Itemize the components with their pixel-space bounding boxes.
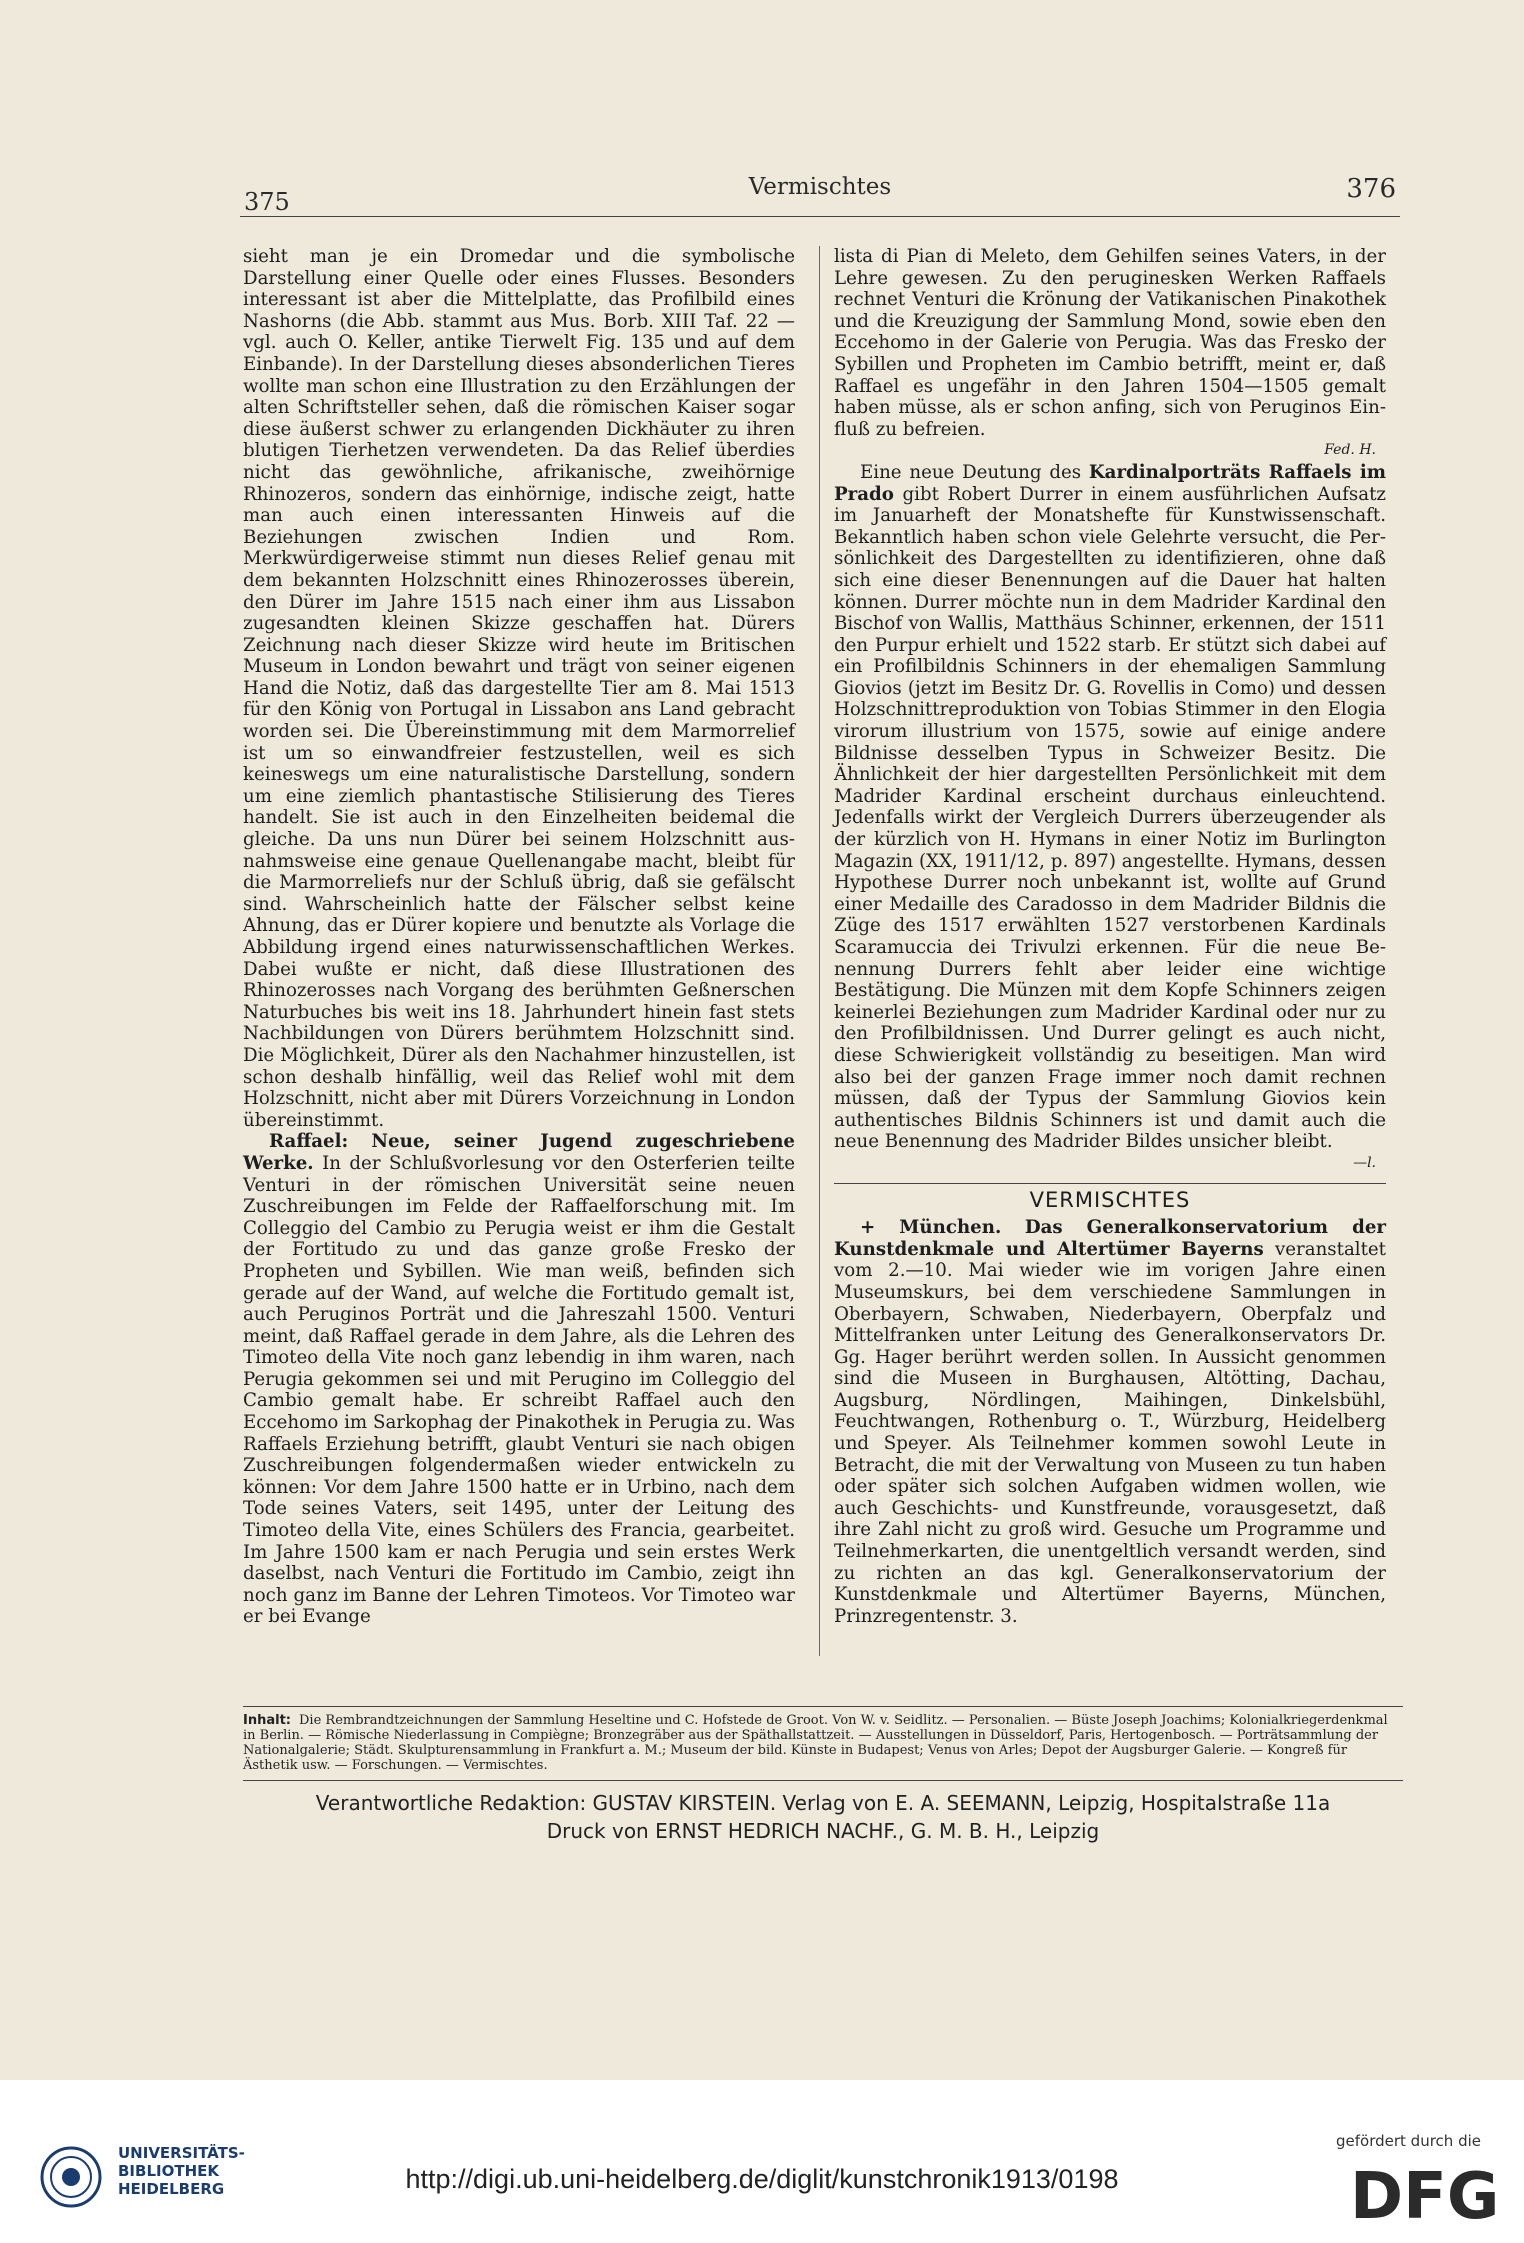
library-line-1: UNIVERSITÄTS- [118, 2144, 245, 2162]
imprint-line-1: Verantwortliche Redaktion: GUSTAV KIRSTEIN. Verlag von E. A. SEEMANN, Leipzig, Hospitalstraße 11a [315, 1791, 1331, 1815]
right-column [834, 246, 1386, 1656]
page-number-left: 375 [244, 188, 290, 216]
paragraph-raffael [243, 1131, 795, 1628]
kardinal-text: gibt Robert Durrer in einem ausführlichen Aufsatz im Januarheft der Monatshefte für Kunstwissenschaft. Bekanntlich haben schon viele Gelehrte versucht, die Persönlichkeit des Dargestellten zu identifizieren, ohne daß sich eine dieser Benennungen auf die Dauer hat halten können. Durrer möchte nun in dem Madrider Kardinal den Bischof von Wallis, Matthäus Schinner, erkennen, der 1511 den Purpur erhielt und 1522 starb. Er stützt sich dabei auf ein Profilbildnis Schinners in der ehemaligen Sammlung Giovios (jetzt im Besitz Dr. G. Rovellis in Como) und dessen Holzschnittreproduktion von Tobias Stimmer in den Elogia virorum illustrium von 1575, sowie auf einige andere Bildnisse desselben Typus in Schweizer Besitz. Die Ähnlichkeit der hier dargestellten Persönlichkeit mit dem Madrider Kardinal erscheint durchaus einleuchtend. Jedenfalls wirkt der Vergleich Durrers überzeugender als der kürzlich von H. Hymans in einer Notiz im Burlington Magazin (XX, 1911/12, p. 897) angestellte. Hymans, dessen Hypothese Durrer noch unbekannt ist, wollte auf Grund einer Medaille des Caradosso in dem Madrider Bildnis die Züge des 1517 erwählten 1527 verstorbenen Kardinals Scaramuccia dei Trivulzi erkennen. Für die neue Benennung Durrers fehlt aber leider eine wichtige Bestätigung. Die Münzen mit dem Kopfe Schinners zeigen keinerlei Beziehungen zum Madrider Kardinal oder nur zu den Profilbildnissen. Und Durrer gelingt es auch nicht, diese Schwierigkeit vollständig zu beseitigen. Man wird also bei der ganzen Frage immer noch damit rechnen müssen, daß der Typus der Sammlung Giovios kein authentisches Bildnis Schinners ist und damit auch die neue Benennung des Madrider Bildes unsicher bleibt. [834, 483, 1386, 1153]
muenchen-bold: Das Generalkonservatorium der Kunstdenkmale und Altertümer Bayerns [834, 1217, 1386, 1260]
kardinal-lead: Eine neue Deutung des [860, 461, 1082, 483]
signature-fed-h: Fed. H. [1324, 442, 1376, 459]
table-of-contents [243, 1706, 1403, 1773]
muenchen-lead: + München. [860, 1217, 1002, 1239]
left-column [243, 246, 795, 1656]
imprint [243, 1780, 1403, 1845]
running-title: Vermischtes [748, 174, 892, 200]
paragraph-muenchen [834, 1217, 1386, 1627]
page-header [240, 168, 1400, 217]
paragraph-rhinoceros: sieht man je ein Dromedar und die symbolische Darstellung einer Quelle oder eines Flusses. Besonders interessant ist aber die Mittelplatte, das Profilbild eines Nashorns (die Abb. stammt aus Mus. Borb. XIII Taf. 22 — vgl. auch O. Keller, antike Tierwelt Fig. 135 und auf dem Einbande). In der Darstellung dieses absonderlichen Tieres wollte man schon eine Illustration zu den Erzählungen der alten Schriftsteller sehen, daß die römischen Kaiser sogar diese äußerst schwer zu erlangenden Dickhäuter zu ihren blutigen Tierhetzen verwendeten. Da das Relief überdies nicht das gewöhnliche, afrikanische, zweihörnige Rhinozeros, sondern das einhörnige, indische zeigt, hatte man auch einen interessanten Hinweis auf die Beziehungen zwischen Indien und Rom. Merkwürdigerweise stimmt nun dieses Relief genau mit dem bekannten Holzschnitt eines Rhinozerosses überein, den Dürer im Jahre 1515 nach einer ihm aus Lissabon zugesandten kleinen Skizze geschaffen hat. Dürers Zeichnung nach dieser Skizze wird heute im Britischen Museum in London bewahrt und trägt von seiner eigenen Hand die Notiz, daß das dargestellte Tier am 8. Mai 1513 für den König von Portugal in Lissabon ans Land gebracht worden sei. Die Übereinstimmung mit dem Marmorrelief ist um so einwandfreier festzustellen, weil es sich keineswegs um eine naturalistische Darstellung, sondern um eine ziemlich phantastische Stilisierung des Tieres handelt. Sie ist auch in den Einzelheiten beidemal die gleiche. Da uns nun Dürer bei seinem Holzschnitt ausnahmsweise eine genaue Quellenangabe macht, bleibt für die Marmorreliefs nur der Schluß übrig, daß sie gefälscht sind. Wahrscheinlich hatte der Fälscher selbst keine Ahnung, das er Dürer kopiere und benutzte als Vorlage die Abbildung irgend eines naturwissenschaftlichen Werkes. Dabei wußte er nicht, daß diese Illustrationen des Rhinozerosses nach Vorgang des berühmten Geßnerschen Naturbuches bis weit ins 18. Jahrhundert hinein fast stets Nachbildungen von Dürers berühmtem Holzschnitt sind. Die Möglichkeit, Dürer als den Nachahmer hinzustellen, ist schon deshalb hinfällig, weil das Relief wohl mit dem Holzschnitt, nicht aber mit Dürers Vorzeichnung in London übereinstimmt. [243, 246, 795, 1131]
paragraph-venturi-cont: lista di Pian di Meleto, dem Gehilfen seines Vaters, in der Lehre gewesen. Zu den peruginesken Werken Raffaels rechnet Venturi die Krönung der Vatikanischen Pinakothek und die Kreuzigung der Sammlung Mond, sowie eben den Eccehomo in der Galerie von Perugia. Was das Fresko der Sybillen und Propheten im Cambio betrifft, meint er, daß Raffael es ungefähr in den Jahren 1504—1505 gemalt haben müsse, als er schon anfing, sich von Peruginos Einfluß zu befreien. [834, 246, 1386, 440]
imprint-line-2: Druck von ERNST HEDRICH NACHF., G. M. B. H., Leipzig [546, 1819, 1100, 1843]
funding-note: gefördert durch die [1336, 2132, 1481, 2150]
dfg-logo-text: DFG [1350, 2160, 1500, 2228]
library-line-2: BIBLIOTHEK [118, 2162, 219, 2180]
permalink-url[interactable]: http://digi.ub.uni-heidelberg.de/diglit/kunstchronik1913/0198 [405, 2164, 1119, 2194]
raffael-text: In der Schlußvorlesung vor den Osterferien teilte Venturi in der römischen Universität seine neuen Zuschreibungen im Felde der Raffaelforschung mit. Im Colleggio del Cambio zu Perugia weist er ihm die Gestalt der Fortitudo zu und das ganze große Fresko der Propheten und Sybillen. Wie man weiß, befinden sich gerade auf der Wand, auf welche die Fortitudo gemalt ist, auch Peruginos Porträt und die Jahreszahl 1500. Venturi meint, daß Raffael gerade in dem Jahre, als die Lehren des Timoteo della Vite noch ganz lebendig in ihm waren, nach Perugia gekommen sei und mit Perugino im Colleggio del Cambio gemalt habe. Er schreibt Raffael auch den Eccehomo im Sarkophag der Pinakothek in Perugia zu. Was Raffaels Erziehung betrifft, glaubt Venturi sie nach obigen Zuschreibungen folgendermaßen wieder entwickeln zu können: Vor dem Jahre 1500 hatte er in Urbino, nach dem Tode seines Vaters, seit 1495, unter der Leitung des Timoteo della Vite, eines Schülers des Francia, gearbeitet. Im Jahre 1500 kam er nach Perugia und sein erstes Werk daselbst, nach Venturi die Fortitudo im Cambio, zeigt ihn noch ganz im Banne der Lehren Timoteos. Vor Timoteo war er bei Evange [243, 1152, 795, 1628]
contents-label: Inhalt: [243, 1713, 291, 1728]
column-divider [819, 246, 820, 1656]
section-heading-vermischtes: VERMISCHTES [834, 1183, 1386, 1212]
muenchen-text: veranstaltet vom 2.—10. Mai wieder wie im vorigen Jahre einen Museumskurs, bei dem verschiedene Sammlungen in Oberbayern, Schwaben, Niederbayern, Oberpfalz und Mittelfranken unter Leitung des Generalkonservators Dr. Gg. Hager berührt werden sollen. In Aussicht genommen sind die Museen in Burghausen, Altötting, Dachau, Augsburg, Nördlingen, Maihingen, Dinkelsbühl, Feuchtwangen, Rothenburg o. T., Würzburg, Heidelberg und Speyer. Als Teilnehmer kommen sowohl Leute in Betracht, die mit der Verwaltung von Museen zu tun haben oder später sich solchen Aufgaben widmen wollen, wie auch Geschichts- und Kunstfreunde, vorausgesetzt, daß ihre Zahl nicht zu groß wird. Gesuche um Programme und Teilnehmerkarten, die unentgeltlich versandt werden, sind zu richten an das kgl. Generalkonservatorium der Kunstdenkmale und Altertümer Bayerns, München, Prinzregentenstr. 3. [834, 1238, 1386, 1627]
contents-text: Die Rembrandtzeichnungen der Sammlung Heseltine und C. Hofstede de Groot. Von W. v. Seidlitz. — Personalien. — Büste Joseph Joachims; Kolonialkriegerdenkmal in Berlin. — Römische Niederlassung in Compiègne; Bronzegräber aus der Späthallstattzeit. — Ausstellungen in Düsseldorf, Paris, Hertogenbosch. — Porträtsammlung der Nationalgalerie; Städt. Skulpturensammlung in Frankfurt a. M.; Museum der bild. Künste in Budapest; Venus von Arles; Depot der Augsburger Galerie. — Kongreß für Ästhetik usw. — Forschungen. — Vermischtes. [243, 1713, 1388, 1773]
kardinal-bold: Kardinalporträts Raffaels im Prado [834, 461, 1386, 505]
page-number-right: 376 [1346, 174, 1396, 204]
raffael-heading: Raffael: Neue, seiner Jugend zugeschriebene Werke. [243, 1131, 795, 1174]
dfg-logo [1350, 2158, 1500, 2228]
paragraph-kardinal [834, 462, 1386, 1153]
signature-l: —l. [1353, 1154, 1376, 1171]
library-line-3: HEIDELBERG [118, 2180, 225, 2198]
